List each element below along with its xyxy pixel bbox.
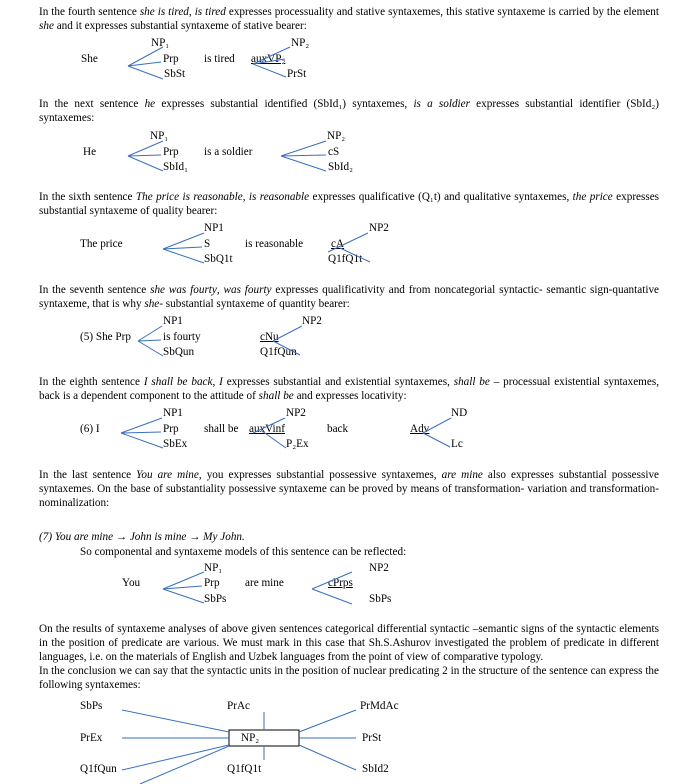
- d5-adv: Adv: [410, 423, 430, 435]
- d4-sbqun: SbQun: [163, 346, 195, 358]
- d1-np1: NP₁: [151, 37, 170, 49]
- d1-aux: auxVP₂: [251, 53, 286, 65]
- d5-nd: ND: [451, 407, 468, 419]
- d2-sbid1: SbId₁: [163, 161, 189, 173]
- d5-p2ex: P₂Ex: [286, 438, 309, 450]
- d3-np1: NP1: [204, 222, 224, 234]
- d3-s: S: [204, 238, 211, 250]
- d2-subject: He: [83, 146, 97, 158]
- d3-subject: The price: [80, 238, 123, 250]
- d2-np1: NP₁: [150, 130, 169, 142]
- paragraph-eighth-sentence: In the eighth sentence I shall be back, I expresses substantial and existential syntaxemes, shall be – processual existential syntaxemes, back is a dependent component to the attitude of shall be and expresses locativity:: [39, 376, 659, 402]
- d2-predicate: is a soldier: [204, 146, 253, 158]
- d6-cprps: cPrps: [328, 577, 353, 589]
- d5-np2: NP2: [286, 407, 306, 419]
- d3-predicate: is reasonable: [245, 238, 304, 250]
- d4-np1: NP1: [163, 315, 183, 327]
- d5-back: back: [327, 423, 349, 435]
- d4-predicate: is fourty: [163, 331, 201, 343]
- d7-prex: PrEx: [80, 732, 103, 744]
- d3-q1fq1t: Q1fQ1t: [328, 253, 363, 265]
- d4-cnu: cNu: [260, 331, 279, 343]
- paragraph-seventh-sentence: In the seventh sentence she was fourty, was fourty expresses qualificativity and from noncategorial syntactic- semantic sign-quantative syntaxeme, that is why she- substantial syntaxeme of quantity bearer:: [39, 284, 660, 310]
- d7-np2: NP₂: [241, 732, 260, 744]
- d1-sbst: SbSt: [164, 68, 186, 80]
- d4-q1fqun: Q1fQun: [260, 346, 297, 358]
- d3-ca: cA: [331, 238, 345, 250]
- d5-prp: Prp: [163, 423, 179, 435]
- d4-subject: (5) She Prp: [80, 331, 131, 343]
- d5-sbex: SbEx: [163, 438, 188, 450]
- paragraph-next-sentence: In the next sentence he expresses substantial identified (SbId₁) syntaxemes, is a soldier expresses substantial identifier (SbId₂) syntaxemes:: [39, 98, 660, 124]
- d1-subject: She: [81, 53, 98, 65]
- d5-aux: auxVinf: [249, 423, 285, 435]
- d7-sbps: SbPs: [80, 700, 103, 712]
- paragraph-fourth-sentence: In the fourth sentence she is tired, is tired expresses processuality and stative syntaxemes, this stative syntaxeme is carried by the element she and it expresses substantial syntaxeme of stative bearer:: [39, 6, 659, 32]
- d5-np1: NP1: [163, 407, 183, 419]
- d5-subject: (6) I: [80, 423, 100, 435]
- paragraph-models-intro: So componental and syntaxeme models of this sentence can be reflected:: [80, 546, 407, 558]
- d6-sbps: SbPs: [204, 593, 227, 605]
- d2-np2: NP₂: [327, 130, 346, 142]
- d6-np2: NP2: [369, 562, 389, 574]
- d3-np2: NP2: [369, 222, 389, 234]
- paragraph-last-sentence: In the last sentence You are mine, you expresses substantial possessive syntaxemes, are mine also expresses substantial possessive syntaxemes. On the base of substantiality possessive syntaxeme can be proved by means of transformation- variation and transformation- nominalization:: [39, 469, 659, 509]
- paragraph-results: On the results of syntaxeme analyses of above given sentences categorical differential syntactic –semantic signs of the syntactic elements in the position of predicate are various. We must mark in this case that Sh.S.Ashurov investigated the problem of predicate in different languages, i.e. on the materials of English and Uzbek languages from the point of view of comparative typology. In the conclusion we can say that the syntactic units in the position of nuclear predicating 2 in the structure of the sentence can express the following syntaxemes:: [39, 623, 659, 691]
- d6-subject: You: [122, 577, 141, 589]
- d2-cs: cS: [328, 146, 340, 158]
- d4-np2: NP2: [302, 315, 322, 327]
- paragraph-sixth-sentence: In the sixth sentence The price is reasonable, is reasonable expresses qualificative (Q₁t) and qualitative syntaxemes, the price expresses substantial syntaxeme of quality bearer:: [39, 191, 660, 217]
- d6-np1: NP₁: [204, 562, 223, 574]
- d7-q1fqun: Q1fQun: [80, 763, 117, 775]
- d7-prst: PrSt: [362, 732, 382, 744]
- d3-sbq1t: SbQ1t: [204, 253, 233, 265]
- d5-predicate: shall be: [204, 423, 239, 435]
- d1-prst: PrSt: [287, 68, 307, 80]
- d1-np2: NP₂: [291, 37, 310, 49]
- d6-prp: Prp: [204, 577, 220, 589]
- d1-prp: Prp: [163, 53, 179, 65]
- d6-predicate: are mine: [245, 577, 284, 589]
- example-transformation: (7) You are mine → John is mine → My John.: [39, 531, 245, 543]
- d1-predicate: is tired: [204, 53, 235, 65]
- d5-lc: Lc: [451, 438, 463, 450]
- d2-prp: Prp: [163, 146, 179, 158]
- d7-prac: PrAc: [227, 700, 250, 712]
- d2-sbid2: SbId₂: [328, 161, 354, 173]
- d7-sbid2: SbId2: [362, 763, 389, 775]
- d7-prmdac: PrMdAc: [360, 700, 399, 712]
- d6-sbps2: SbPs: [369, 593, 392, 605]
- d7-q1fq1t: Q1fQ1t: [227, 763, 262, 775]
